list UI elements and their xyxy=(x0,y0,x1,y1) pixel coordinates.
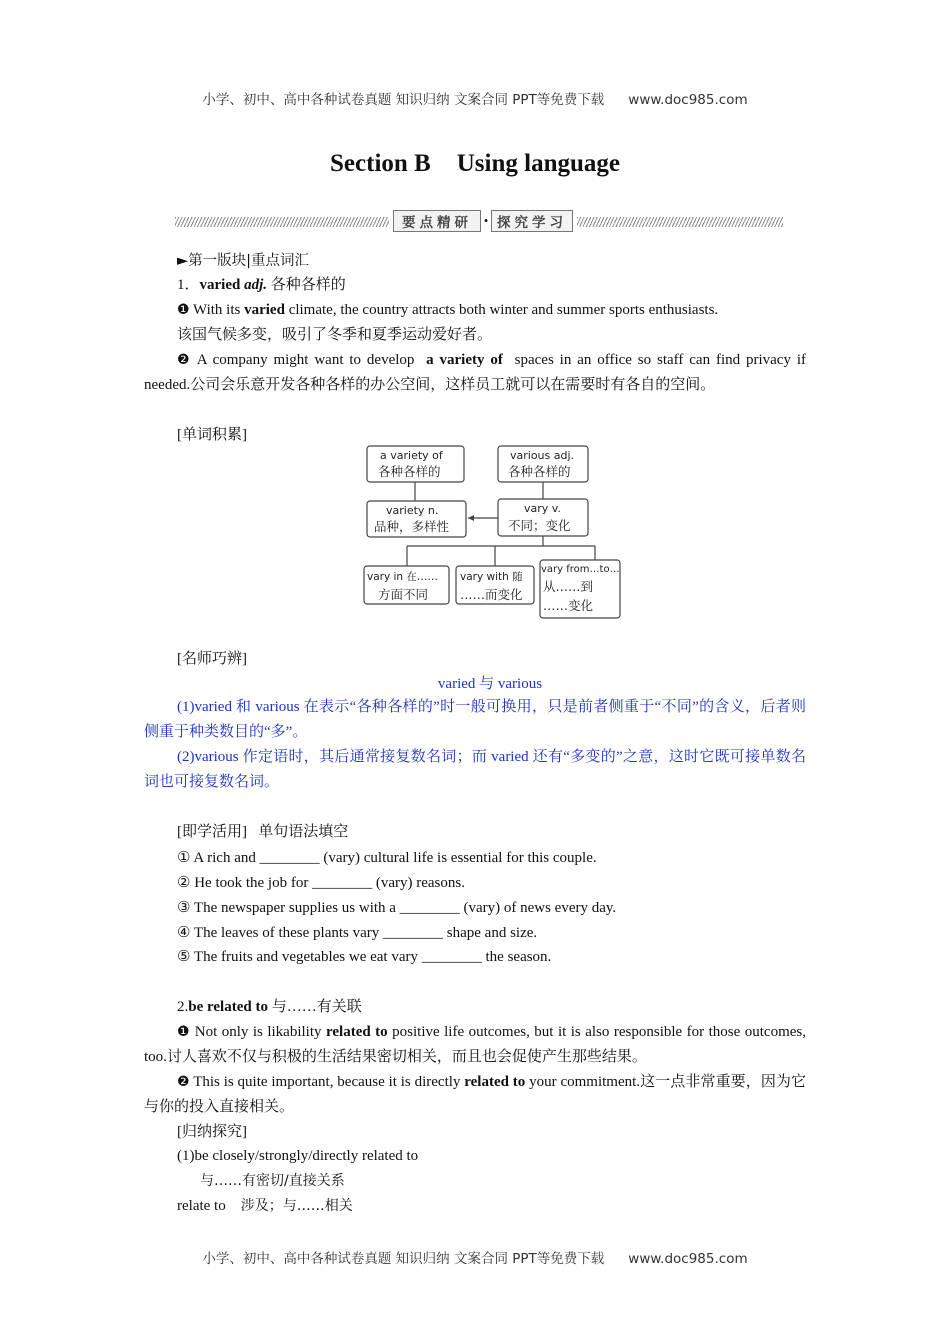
practice-heading xyxy=(177,822,348,842)
item2-phrase: be related to xyxy=(188,999,268,1015)
item1-example2 xyxy=(144,348,810,397)
item2-number: 2. xyxy=(177,999,189,1015)
banner-hatch-left xyxy=(175,217,389,227)
item2-heading xyxy=(177,997,362,1017)
item1-example1 xyxy=(177,300,718,320)
banner-hatch-right xyxy=(577,217,783,227)
node-label-zh: ……变化 xyxy=(543,598,594,613)
page-footer xyxy=(0,1247,950,1267)
example-text: A company might want to develop xyxy=(191,352,427,368)
example-marker: ❷ xyxy=(177,1074,190,1090)
footer-text: 小学、初中、高中各种试卷真题 知识归纳 文案合同 PPT等免费下载 xyxy=(202,1251,605,1267)
item2-example1 xyxy=(144,1020,806,1069)
item1-number: 1． xyxy=(177,277,200,293)
summary-term: relate to xyxy=(177,1198,226,1214)
node-label-zh: 从……到 xyxy=(543,579,594,594)
node-label-en: vary from…to… xyxy=(541,564,620,575)
header-text: 小学、初中、高中各种试卷真题 知识归纳 文案合同 PPT等免费下载 xyxy=(202,92,605,108)
summary-line-1: (1)be closely/strongly/directly related to xyxy=(177,1148,419,1164)
example-keyword: varied xyxy=(244,302,285,318)
example-marker: ❶ xyxy=(177,302,190,318)
node-label-en: a variety of xyxy=(380,449,443,462)
node-label-en: variety n. xyxy=(386,504,439,517)
compare-heading: varied 与 various xyxy=(437,676,543,692)
teacher-tip-label: [名师巧辨] xyxy=(177,651,247,667)
practice-item[interactable]: ③ The newspaper supplies us with a ________ (vary) of news every day. xyxy=(177,900,617,916)
node-label-en: vary with 随 xyxy=(460,571,523,583)
example-text: your commitment.这一点非常重要，因为它与你的投入直接相关。 xyxy=(144,1074,806,1115)
example-text: spaces in an office so staff can find privacy if needed.公司会乐意开发各种各样的办公空间，这样员工就可以在需要时有各自的空间。 xyxy=(144,352,810,393)
practice-item[interactable]: ④ The leaves of these plants vary ________ shape and size. xyxy=(177,925,538,941)
title-name: Using language xyxy=(456,150,620,177)
node-label-zh: 品种，多样性 xyxy=(374,519,450,534)
example-text: climate, the country attracts both winter and summer sports enthusiasts. xyxy=(284,302,719,318)
compare-point-1: (1)varied 和 various 在表示“各种各样的”时一般可换用，只是前者侧重于“不同”的含义，后者则侧重于种类数目的“多”。 xyxy=(144,699,806,740)
title-section: Section B xyxy=(330,150,431,177)
node-label-en: vary v. xyxy=(524,502,561,515)
node-label-en: various adj. xyxy=(510,449,575,462)
practice-task: 单句语法填空 xyxy=(258,824,349,840)
node-label-zh: ……而变化 xyxy=(460,587,523,602)
node-label-zh: 各种各样的 xyxy=(378,464,441,479)
node-label-zh: 不同；变化 xyxy=(508,518,571,533)
word-accumulation-label: [单词积累] xyxy=(177,427,247,443)
example-marker: ❶ xyxy=(177,1024,191,1040)
item1-heading xyxy=(177,275,346,295)
item1-pos: adj. xyxy=(244,277,268,293)
compare-point-2: (2)various 作定语时，其后通常接复数名词；而 varied 还有“多变的”之意，这时它既可接单数名词也可接复数名词。 xyxy=(144,749,806,790)
word-family-diagram xyxy=(360,442,625,624)
item2-example2 xyxy=(144,1070,806,1119)
node-label-en: vary in 在…… xyxy=(367,571,438,583)
summary-line-2: 与……有密切/直接关系 xyxy=(200,1173,345,1189)
example-keyword: related to xyxy=(326,1024,388,1040)
example-keyword: related to xyxy=(464,1074,526,1090)
summary-meaning: 涉及；与……相关 xyxy=(240,1198,353,1214)
banner-label-left: 要点精研 xyxy=(393,210,481,232)
example-text: This is quite important, because it is directly xyxy=(189,1074,465,1090)
item1-example1-translation: 该国气候多变，吸引了冬季和夏季运动爱好者。 xyxy=(177,327,493,343)
footer-url[interactable]: www.doc985.com xyxy=(628,1251,748,1267)
summary-line-3 xyxy=(177,1196,353,1216)
header-url[interactable]: www.doc985.com xyxy=(628,92,748,108)
page-header xyxy=(0,88,950,108)
practice-item[interactable]: ⑤ The fruits and vegetables we eat vary ________ the season. xyxy=(177,949,552,965)
practice-label: [即学活用] xyxy=(177,824,247,840)
practice-item[interactable]: ① A rich and ________ (vary) cultural life is essential for this couple. xyxy=(177,850,597,866)
example-keyword: a variety of xyxy=(426,352,503,368)
arrow-head-icon xyxy=(468,515,474,521)
item2-meaning: 与……有关联 xyxy=(271,999,362,1015)
node-label-zh: 各种各样的 xyxy=(508,464,571,479)
node-label-zh: 方面不同 xyxy=(378,587,429,602)
example-text: positive life outcomes, but it is also responsible for those outcomes, too.讨人喜欢不仅与积极的生活结果密切相关，而且也会促使产生那些结果。 xyxy=(144,1024,807,1065)
banner-label-right: 探究学习 xyxy=(491,210,573,232)
example-text: With its xyxy=(189,302,245,318)
induction-label: [归纳探究] xyxy=(177,1124,247,1140)
block-heading: ►第一版块|重点词汇 xyxy=(177,253,310,269)
item1-word: varied xyxy=(199,277,241,293)
example-marker: ❷ xyxy=(177,352,192,368)
banner-dot: · xyxy=(483,211,489,230)
item1-meaning: 各种各样的 xyxy=(270,277,346,293)
section-banner xyxy=(175,210,783,234)
practice-item[interactable]: ② He took the job for ________ (vary) reasons. xyxy=(177,875,465,891)
example-text: Not only is likability xyxy=(190,1024,326,1040)
page-title xyxy=(0,150,950,178)
